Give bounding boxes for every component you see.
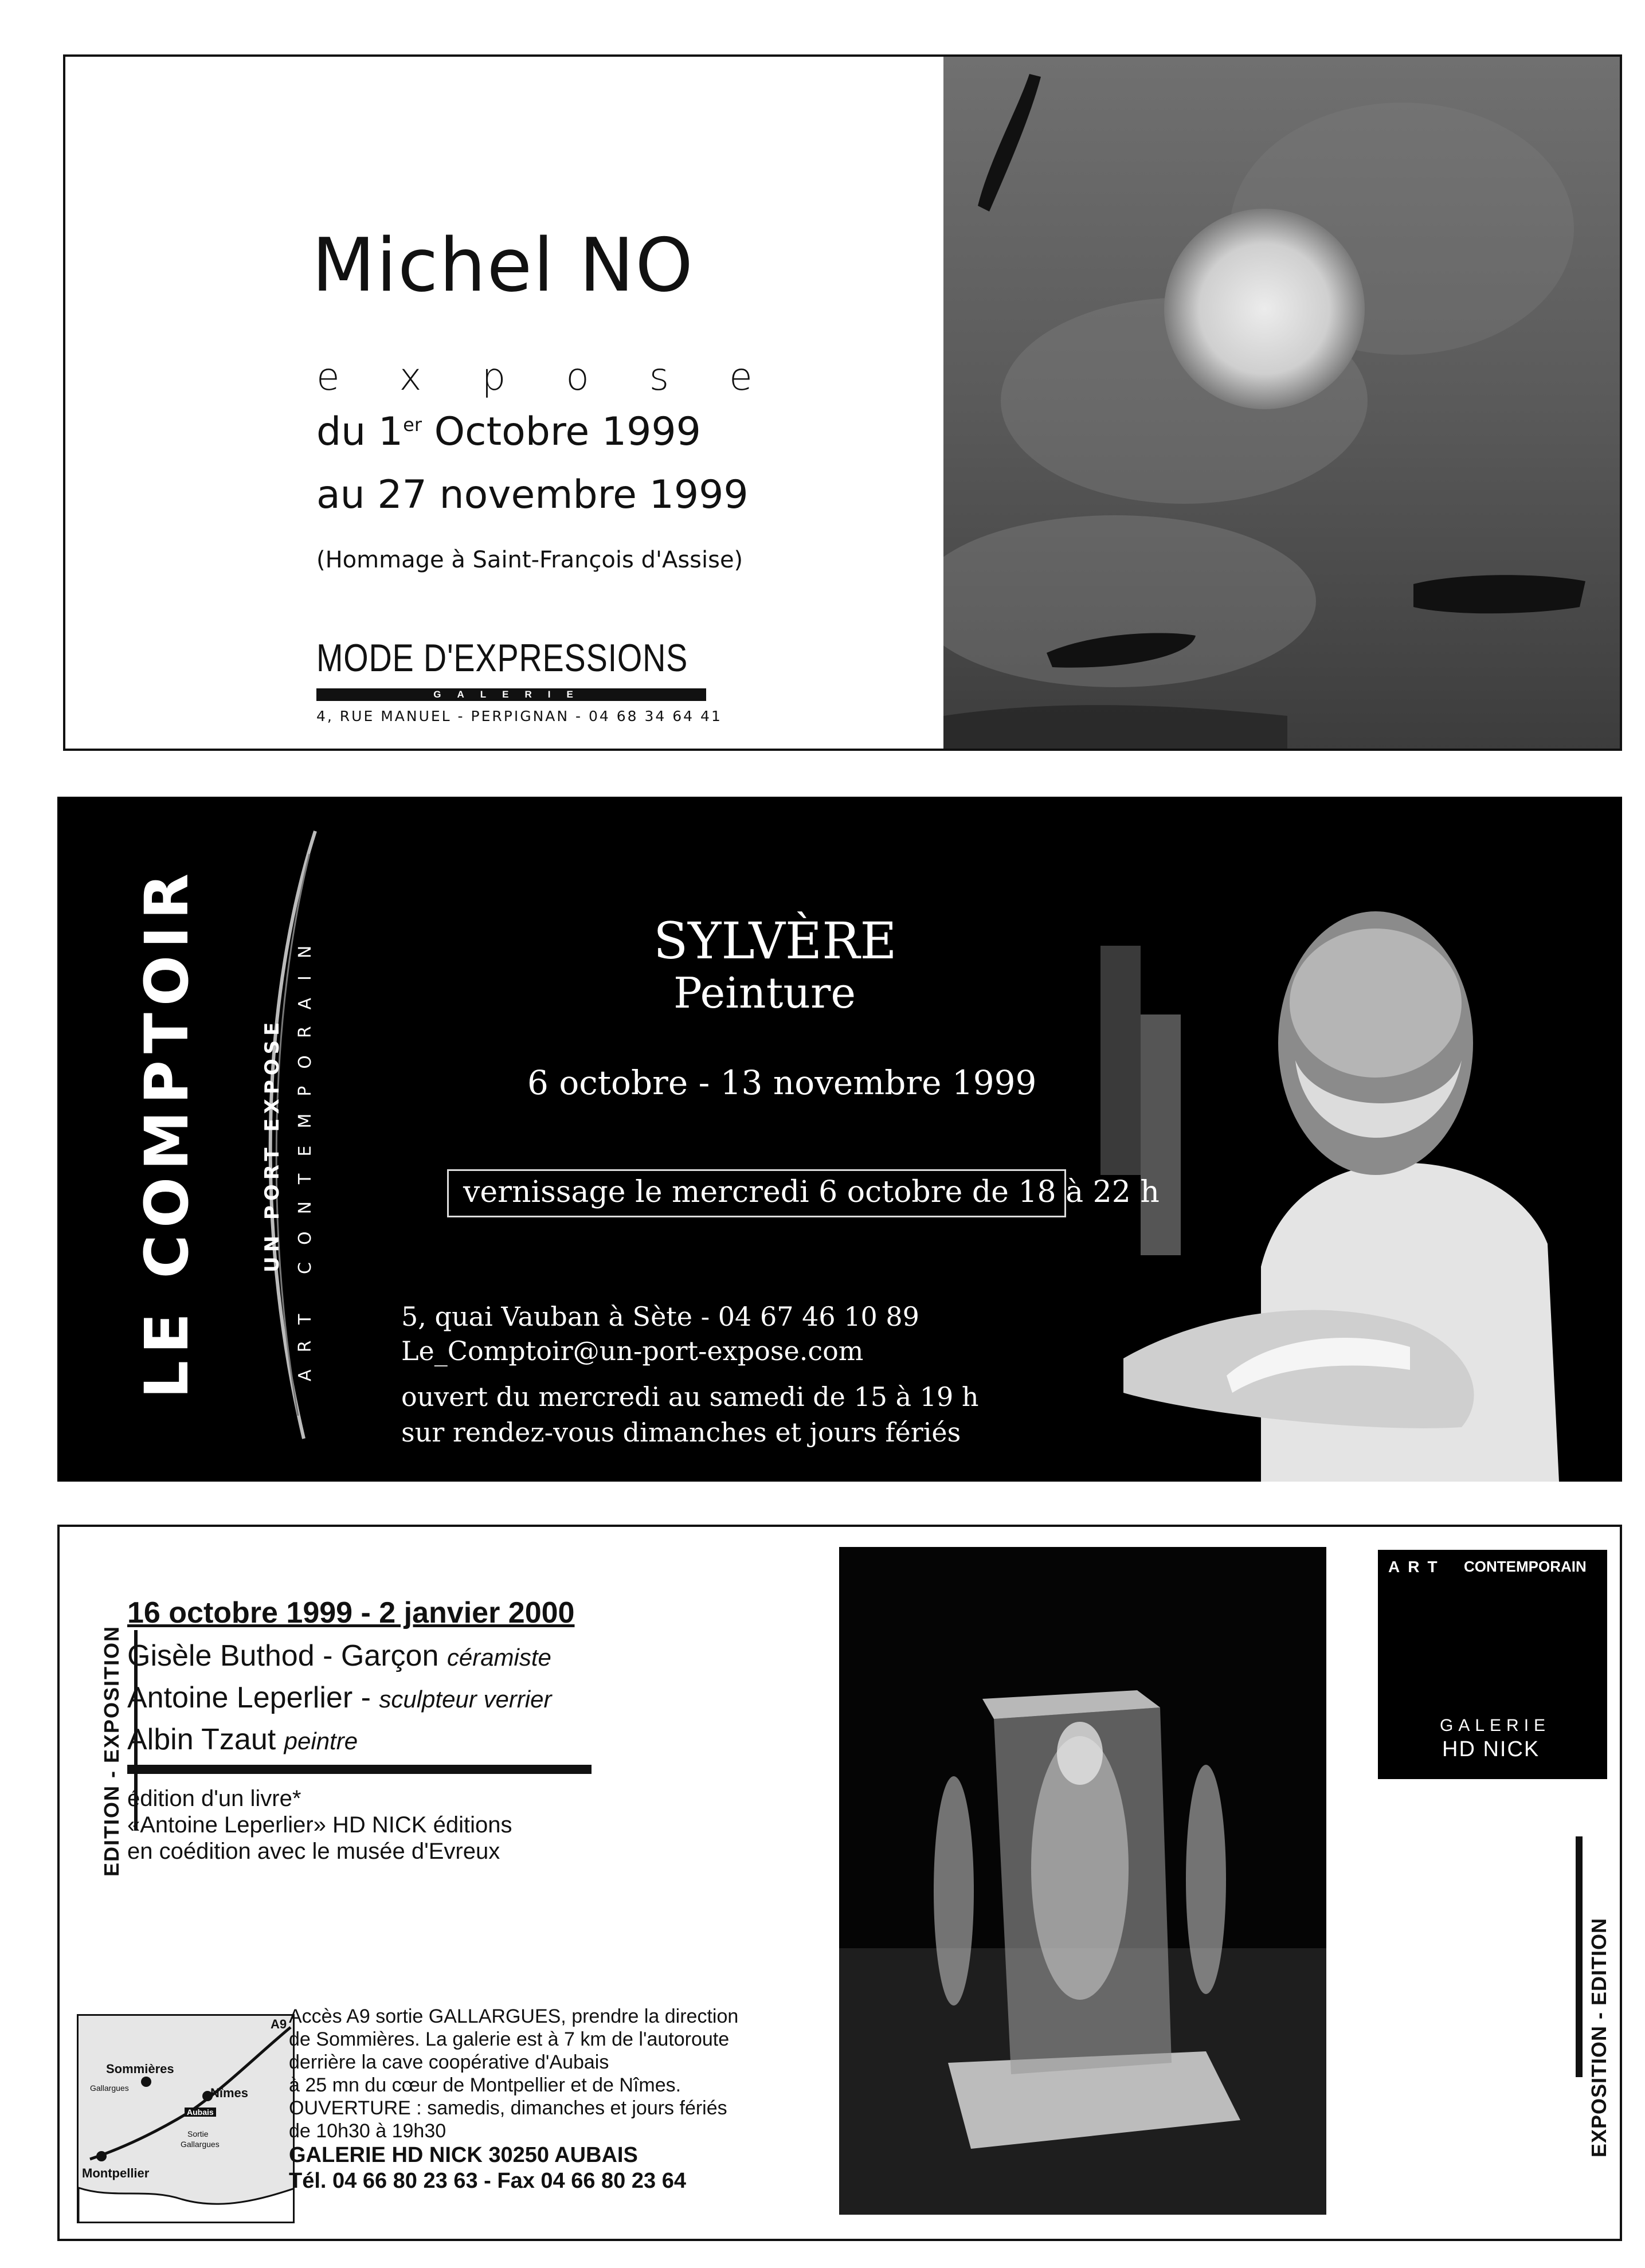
access-line: à 25 mn du cœur de Montpellier et de Nîmes. (289, 2074, 682, 2096)
map-gallargues-label: Gallargues (90, 2083, 129, 2093)
access-line: Accès A9 sortie GALLARGUES, prendre la direction (289, 2005, 739, 2027)
logo-art: ART (1388, 1558, 1446, 1576)
logo-galerie: GALERIE (1440, 1716, 1551, 1735)
logo-hd-nick: HD NICK (1442, 1737, 1540, 1761)
exhibition-dates: 6 octobre - 13 novembre 1999 (527, 1063, 1037, 1102)
le-comptoir-logo: LE COMPTOIR (132, 866, 202, 1399)
book-line: édition d'un livre* (127, 1786, 301, 1811)
logo-contemporain: CONTEMPORAIN (1464, 1558, 1587, 1575)
le-comptoir-advertisement (57, 797, 1622, 1482)
expose-text: expose (316, 355, 813, 399)
map-aubais-label: Aubais (185, 2108, 216, 2117)
edition-exposition-label: EDITION - EXPOSITION (100, 1625, 123, 1877)
access-line: de Sommières. La galerie est à 7 km de l'autoroute (289, 2028, 730, 2050)
michel-no-advertisement (63, 54, 1622, 751)
date-from: du 1er Octobre 1999 (316, 409, 701, 455)
exposition-edition-label: EXPOSITION - EDITION (1587, 1917, 1611, 2157)
artist-name: Michel NO (312, 223, 694, 308)
artist-medium: Peinture (673, 969, 856, 1018)
vertical-bar (1576, 1836, 1583, 2077)
appointment-hours: sur rendez-vous dimanches et jours fériés (401, 1417, 961, 1448)
exhibition-dates: 16 octobre 1999 - 2 janvier 2000 (127, 1596, 575, 1629)
artist-line: Antoine Leperlier - sculpteur verrier (127, 1681, 552, 1714)
artist-line: Gisèle Buthod - Garçon céramiste (127, 1639, 551, 1672)
gallery-name: MODE D'EXPRESSIONS (316, 636, 688, 680)
moon-painting-image (943, 57, 1620, 749)
map-sortie-label: Sortie (187, 2129, 209, 2138)
un-port-expose-label: UN PORT EXPOSE (261, 1017, 284, 1272)
hommage-subtitle: (Hommage à Saint-François d'Assise) (316, 547, 743, 573)
map-a9-label: A9 (271, 2017, 287, 2031)
gallery-address: 4, RUE MANUEL - PERPIGNAN - 04 68 34 64 41 (316, 708, 722, 724)
gallery-email: Le_Comptoir@un-port-expose.com (401, 1335, 864, 1366)
artist-name: SYLVÈRE (653, 911, 897, 970)
opening-hours: ouvert du mercredi au samedi de 15 à 19 h (401, 1381, 979, 1412)
artist-line: Albin Tzaut peintre (127, 1723, 358, 1756)
artist-photo (1089, 797, 1622, 1482)
hd-nick-advertisement (57, 1525, 1622, 2241)
access-line: de 10h30 à 19h30 (289, 2120, 446, 2142)
access-line: derrière la cave coopérative d'Aubais (289, 2051, 609, 2073)
glass-sculpture-photo (839, 1547, 1326, 2215)
map-sommieres-label: Sommières (106, 2062, 174, 2076)
hd-nick-logo (1378, 1550, 1607, 1779)
map-nimes-label: Nîmes (210, 2086, 249, 2100)
vernissage-text: vernissage le mercredi 6 octobre de 18 à 22 h (463, 1175, 1160, 1209)
gallery-bar: GALERIE (316, 688, 706, 701)
horizontal-bar (127, 1765, 592, 1774)
map-montpellier-label: Montpellier (82, 2166, 150, 2180)
book-line: en coédition avec le musée d'Evreux (127, 1839, 500, 1864)
access-line: OUVERTURE : samedis, dimanches et jours fériés (289, 2097, 727, 2119)
date-to: au 27 novembre 1999 (316, 472, 749, 518)
phone-line: Tél. 04 66 80 23 63 - Fax 04 66 80 23 64 (289, 2169, 686, 2193)
gallery-line: GALERIE HD NICK 30250 AUBAIS (289, 2143, 638, 2167)
map-sortie-gallargues-label: Gallargues (181, 2140, 220, 2149)
art-contemporain-label: ART CONTEMPORAIN (295, 928, 315, 1381)
gallery-address: 5, quai Vauban à Sète - 04 67 46 10 89 (401, 1301, 919, 1332)
book-line: «Antoine Leperlier» HD NICK éditions (127, 1812, 512, 1838)
access-map (77, 2014, 295, 2223)
